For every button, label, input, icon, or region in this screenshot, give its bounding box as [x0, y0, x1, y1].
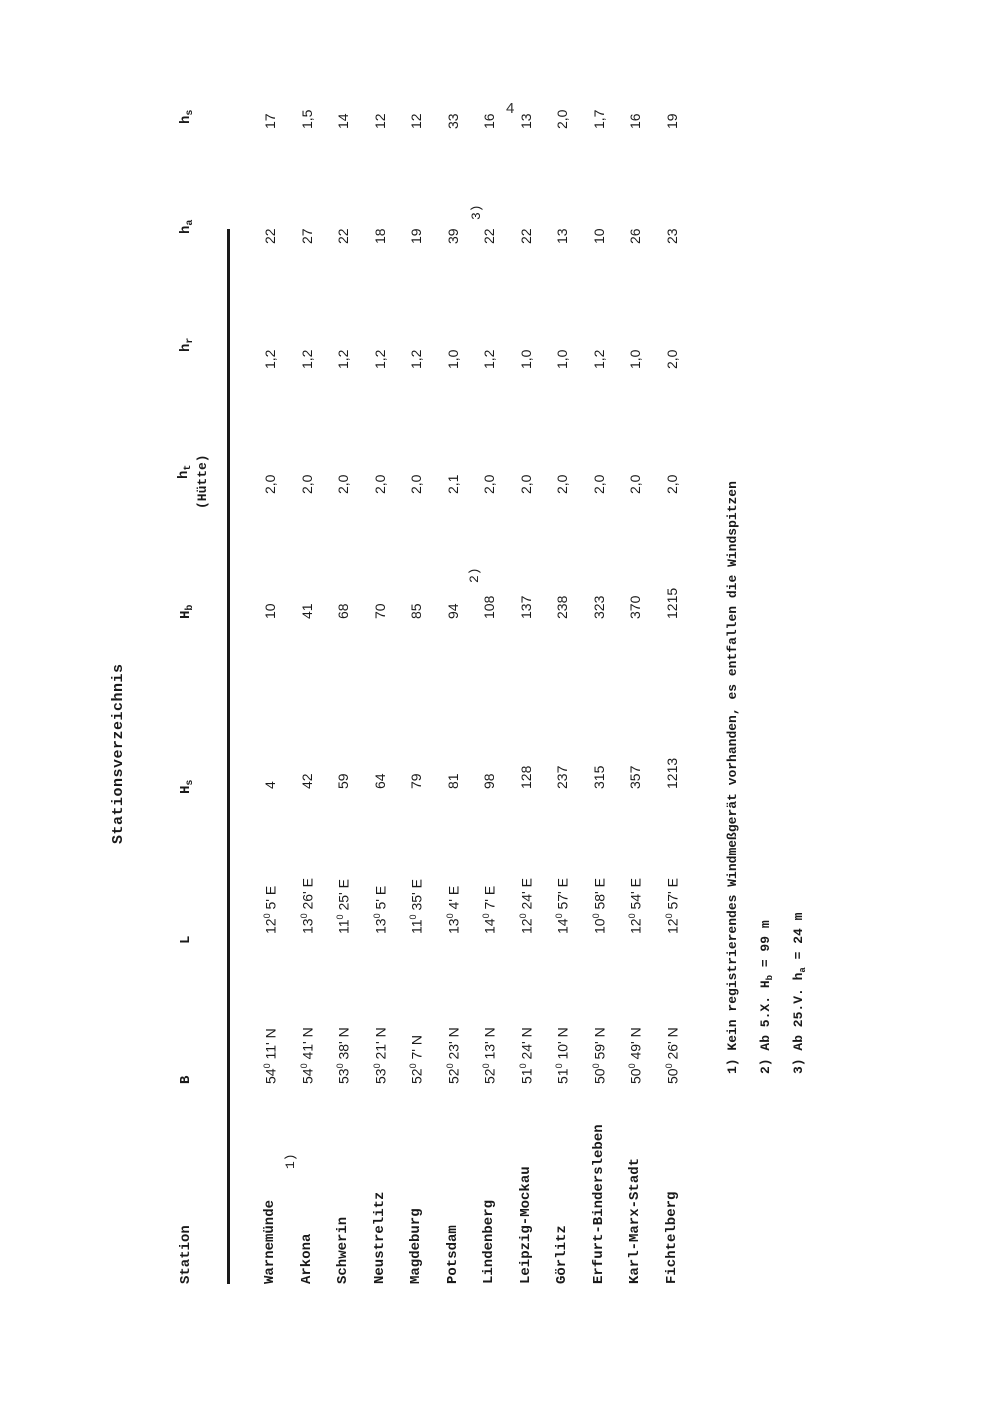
rain-gauge-height: 1,2: [335, 349, 351, 369]
rain-gauge-height: 1,2: [262, 349, 278, 369]
hut-height: 2,0: [554, 474, 570, 494]
station-name: Arkona: [298, 1233, 315, 1284]
barometer-footnote-ref: 2): [467, 567, 482, 583]
barometer-height: 323: [590, 595, 607, 619]
station-height: 237: [554, 765, 570, 789]
station-name: Erfurt-Bindersleben: [590, 1124, 607, 1284]
rain-gauge-height: 2,0: [663, 349, 680, 369]
sunshine-height: 14: [335, 113, 351, 129]
hut-height: 2,0: [298, 474, 315, 494]
sunshine-height: 13: [517, 113, 534, 129]
latitude: $51^0$ 10' N: [554, 1027, 571, 1084]
barometer-height: 238: [554, 595, 570, 619]
hut-height: 2,0: [663, 474, 680, 494]
station-height: 1213: [663, 757, 680, 789]
barometer-height: 70: [371, 603, 388, 619]
footnote-subscript: a: [798, 967, 808, 973]
footnote-tail: = 99 m: [758, 920, 773, 975]
sunshine-height: 16: [481, 113, 497, 129]
hut-height: 2,0: [371, 474, 388, 494]
table-row: [282, 0, 335, 1414]
longitude: $10^0$ 58' E: [590, 878, 608, 934]
header-sunshine-height: $h_s$: [178, 109, 196, 124]
latitude: $52^0$ 7' N: [408, 1035, 425, 1084]
longitude: $14^0$ 7' E: [481, 885, 498, 934]
footnote-mark: 2): [758, 1050, 773, 1074]
rain-gauge-height: 1,2: [590, 349, 607, 369]
longitude: $14^0$ 57' E: [554, 878, 571, 934]
latitude: $50^0$ 59' N: [590, 1027, 608, 1084]
hut-height: 2,0: [590, 474, 607, 494]
sunshine-height: 33: [444, 113, 461, 129]
latitude: $52^0$ 13' N: [481, 1027, 498, 1084]
footnote-mark: 3): [791, 1050, 806, 1074]
longitude: $12^0$ 5' E: [262, 885, 279, 934]
hut-height: 2,0: [335, 474, 351, 494]
barometer-height: 370: [627, 595, 643, 619]
footnote-text: Ab 5.X. H: [758, 980, 773, 1051]
station-height: 81: [444, 773, 461, 789]
rain-gauge-height: 1,2: [408, 349, 424, 369]
header-latitude: B: [178, 1075, 194, 1084]
latitude: $50^0$ 49' N: [627, 1027, 644, 1084]
hut-height: 2,0: [408, 474, 424, 494]
anemometer-height: 13: [554, 228, 570, 244]
station-name: Fichtelberg: [663, 1191, 680, 1284]
header-hut-height: $h_t$: [176, 464, 194, 479]
table-row: [372, 0, 408, 1414]
hut-height: 2,0: [262, 474, 278, 494]
latitude: $54^0$ 11' N: [262, 1028, 279, 1084]
rain-gauge-height: 1,2: [481, 349, 497, 369]
footnote-text: Kein registrierendes Windmeßgerät vorhanden, es entfallen die Windspitzen: [725, 481, 740, 1051]
footnote-subscript: b: [765, 974, 775, 981]
anemometer-height: 10: [590, 228, 607, 244]
anemometer-height: 22: [335, 228, 351, 244]
anemometer-height: 23: [663, 228, 680, 244]
table-row: [554, 0, 590, 1414]
latitude: $50^0$ 26' N: [663, 1027, 681, 1084]
hut-height: 2,0: [481, 474, 497, 494]
anemometer-height: 22: [262, 228, 278, 244]
footnote: [791, 913, 806, 1074]
latitude: $53^0$ 21' N: [371, 1027, 389, 1084]
station-height: 42: [298, 773, 315, 789]
station-name: Schwerin: [335, 1216, 351, 1284]
station-height: 357: [627, 765, 643, 789]
rain-gauge-height: 1,2: [298, 349, 315, 369]
barometer-height: 94: [444, 603, 461, 619]
sunshine-height: 19: [663, 113, 680, 129]
hut-height: 2,0: [517, 474, 534, 494]
page-number: 4: [506, 100, 515, 117]
rain-gauge-height: 1,2: [371, 349, 388, 369]
sunshine-height: 17: [262, 113, 278, 129]
rain-gauge-height: 1,0: [627, 349, 643, 369]
longitude: $12^0$ 24' E: [517, 878, 535, 934]
station-name: Lindenberg: [481, 1199, 497, 1284]
sunshine-height: 2,0: [554, 109, 570, 129]
station-height: 79: [408, 773, 424, 789]
header-hut-label: (Hütte): [195, 454, 210, 509]
station-name: Neustrelitz: [371, 1191, 388, 1284]
table-row: [262, 0, 298, 1414]
anemometer-height: 26: [627, 228, 643, 244]
anemometer-height: 18: [371, 228, 388, 244]
hut-height: 2,0: [627, 474, 643, 494]
station-name: Görlitz: [554, 1225, 570, 1284]
station-footnote-ref: 1): [282, 1153, 298, 1169]
header-barometer-height: $H_b$: [178, 604, 196, 619]
header-station-height: $H_s$: [178, 779, 196, 794]
longitude: $13^0$ 26' E: [298, 878, 316, 934]
barometer-height: 68: [335, 603, 351, 619]
longitude: $11^0$ 25' E: [335, 879, 352, 934]
footnote-mark: 1): [725, 1050, 740, 1074]
header-rain-gauge-height: $h_r$: [178, 337, 196, 352]
table-row: [627, 0, 663, 1414]
sunshine-height: 1,7: [590, 109, 607, 129]
barometer-height: 1215: [663, 587, 680, 619]
rain-gauge-height: 1,0: [517, 349, 534, 369]
footnote: [758, 920, 773, 1074]
table-row: [467, 0, 517, 1414]
longitude: $13^0$ 4' E: [444, 885, 462, 934]
hut-height: 2,1: [444, 474, 461, 494]
anemometer-height: 22: [481, 228, 497, 244]
footnote-text: Ab 25.V. h: [791, 972, 806, 1051]
header-station: Station: [178, 1225, 194, 1284]
header-anemometer-height: $h_a$: [178, 219, 196, 234]
station-name: Karl-Marx-Stadt: [627, 1157, 643, 1284]
barometer-height: 10: [262, 603, 278, 619]
longitude: $12^0$ 57' E: [663, 878, 681, 934]
table-title: Stationsverzeichnis: [110, 663, 127, 844]
latitude: $52^0$ 23' N: [444, 1027, 462, 1084]
anemometer-height: 27: [298, 228, 315, 244]
station-name: Magdeburg: [408, 1208, 424, 1284]
table-row: [408, 0, 444, 1414]
station-height: 98: [481, 773, 497, 789]
longitude: $11^0$ 35' E: [408, 879, 425, 934]
sunshine-height: 1,5: [298, 109, 315, 129]
latitude: $51^0$ 24' N: [517, 1027, 535, 1084]
station-name: Leipzig-Mockau: [517, 1166, 534, 1284]
barometer-height: 41: [298, 603, 315, 619]
table-row: [591, 0, 627, 1414]
station-height: 64: [371, 773, 388, 789]
barometer-height: 137: [517, 595, 534, 619]
anemometer-height: 19: [408, 228, 424, 244]
anemometer-height: 22: [517, 228, 534, 244]
table-row: [518, 0, 554, 1414]
station-height: 128: [517, 765, 534, 789]
sunshine-height: 12: [371, 113, 388, 129]
barometer-height: 85: [408, 603, 424, 619]
station-height: 4: [262, 781, 278, 789]
rain-gauge-height: 1,0: [554, 349, 570, 369]
latitude: $53^0$ 38' N: [335, 1027, 352, 1084]
latitude: $54^0$ 41' N: [298, 1027, 316, 1084]
longitude: $12^0$ 54' E: [627, 878, 644, 934]
anemometer-height: 39: [444, 228, 461, 244]
station-height: 315: [590, 765, 607, 789]
rain-gauge-height: 1,0: [444, 349, 461, 369]
barometer-height: 108: [481, 595, 497, 619]
station-height: 59: [335, 773, 351, 789]
anemometer-footnote-ref: 3): [469, 204, 484, 220]
table-row: [664, 0, 700, 1414]
table-row: [335, 0, 371, 1414]
longitude: $13^0$ 5' E: [371, 885, 389, 934]
header-rule: [227, 229, 230, 1284]
footnote-tail: = 24 m: [791, 912, 806, 968]
sunshine-height: 16: [627, 113, 643, 129]
station-name: Potsdam: [444, 1225, 461, 1284]
station-name: Warnemünde: [262, 1199, 278, 1284]
header-longitude: L: [178, 935, 194, 944]
sunshine-height: 12: [408, 113, 424, 129]
footnote: [725, 481, 740, 1074]
